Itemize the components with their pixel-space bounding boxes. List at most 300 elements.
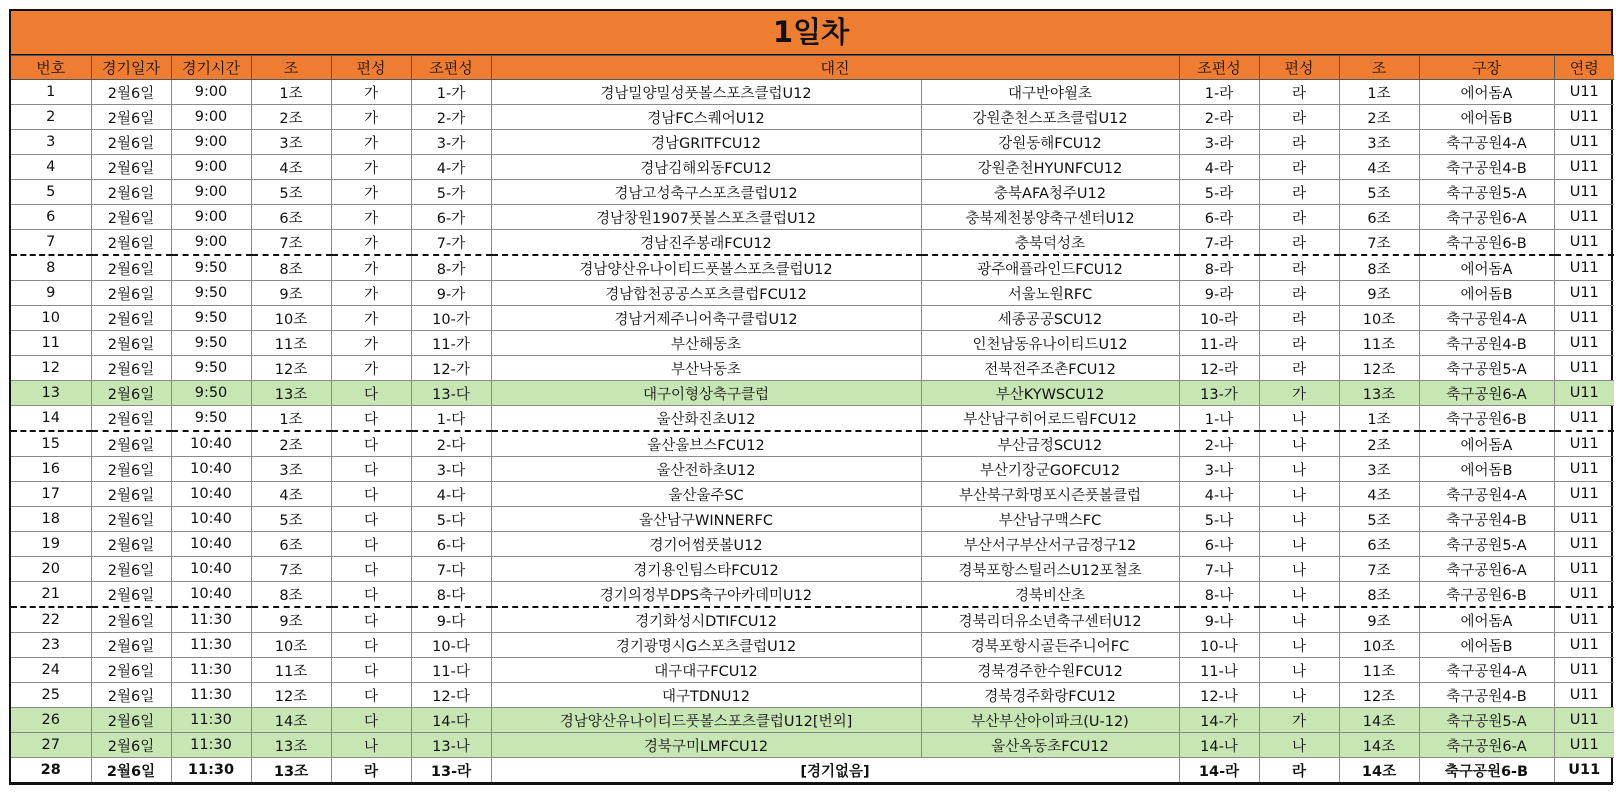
match-date-cell: 2월6일: [91, 306, 171, 331]
away-group-division-cell: 14-라: [1179, 758, 1259, 783]
venue-cell: 축구공원4-B: [1419, 155, 1554, 180]
age-group-cell: U11: [1554, 457, 1614, 482]
away-division-cell: 나: [1259, 733, 1339, 758]
group-cell: 1조: [251, 80, 331, 105]
group-cell: 7조: [251, 557, 331, 582]
away-group-cell: 14조: [1339, 708, 1419, 733]
match-time-cell: 9:00: [171, 80, 251, 105]
table-row: [11, 758, 1614, 783]
away-team-cell: 서울노원RFC: [921, 281, 1179, 306]
match-number-cell: 7: [11, 230, 91, 256]
away-group-cell: 5조: [1339, 507, 1419, 532]
division-cell: 가: [331, 331, 411, 356]
home-team-cell: 경남합천공공스포츠클럽FCU12: [491, 281, 921, 306]
away-group-division-cell: 2-나: [1179, 431, 1259, 457]
match-time-cell: 11:30: [171, 758, 251, 783]
match-date-cell: 2월6일: [91, 482, 171, 507]
away-division-cell: 라: [1259, 230, 1339, 256]
match-date-cell: 2월6일: [91, 356, 171, 381]
match-date-cell: 2월6일: [91, 733, 171, 758]
age-group-cell: U11: [1554, 633, 1614, 658]
match-date-cell: 2월6일: [91, 708, 171, 733]
away-division-cell: 나: [1259, 431, 1339, 457]
match-date-cell: 2월6일: [91, 331, 171, 356]
away-division-cell: 나: [1259, 532, 1339, 557]
venue-cell: 축구공원6-B: [1419, 582, 1554, 608]
group-cell: 10조: [251, 633, 331, 658]
match-date-cell: 2월6일: [91, 431, 171, 457]
match-time-cell: 10:40: [171, 582, 251, 608]
away-division-cell: 라: [1259, 180, 1339, 205]
group-cell: 14조: [251, 708, 331, 733]
match-number-cell: 16: [11, 457, 91, 482]
venue-cell: 에어돔A: [1419, 80, 1554, 105]
away-group-cell: 14조: [1339, 733, 1419, 758]
division-cell: 다: [331, 607, 411, 633]
group-division-cell: 12-가: [411, 356, 491, 381]
match-time-cell: 9:50: [171, 255, 251, 281]
venue-cell: 축구공원4-B: [1419, 683, 1554, 708]
match-date-cell: 2월6일: [91, 507, 171, 532]
venue-cell: 축구공원4-B: [1419, 507, 1554, 532]
venue-cell: 축구공원4-A: [1419, 658, 1554, 683]
group-division-cell: 10-다: [411, 633, 491, 658]
group-cell: 6조: [251, 205, 331, 230]
away-division-cell: 라: [1259, 331, 1339, 356]
group-division-cell: 4-다: [411, 482, 491, 507]
away-group-division-cell: 9-나: [1179, 607, 1259, 633]
away-division-cell: 가: [1259, 708, 1339, 733]
away-division-cell: 나: [1259, 633, 1339, 658]
group-division-cell: 7-다: [411, 557, 491, 582]
venue-cell: 축구공원6-B: [1419, 758, 1554, 783]
table-row: [11, 356, 1614, 381]
home-team-cell: 대구이형상축구클럽: [491, 381, 921, 406]
group-division-cell: 1-다: [411, 406, 491, 432]
venue-cell: 축구공원6-A: [1419, 205, 1554, 230]
age-group-cell: U11: [1554, 683, 1614, 708]
home-team-cell: 부산해동초: [491, 331, 921, 356]
away-group-cell: 8조: [1339, 255, 1419, 281]
match-date-cell: 2월6일: [91, 155, 171, 180]
group-cell: 3조: [251, 457, 331, 482]
header-time: 경기시간: [171, 56, 251, 80]
away-group-division-cell: 12-나: [1179, 683, 1259, 708]
age-group-cell: U11: [1554, 557, 1614, 582]
away-group-cell: 1조: [1339, 406, 1419, 432]
match-number-cell: 13: [11, 381, 91, 406]
match-number-cell: 19: [11, 532, 91, 557]
away-team-cell: 부산남구맥스FC: [921, 507, 1179, 532]
away-team-cell: 강원춘천HYUNFCU12: [921, 155, 1179, 180]
away-group-cell: 3조: [1339, 457, 1419, 482]
age-group-cell: U11: [1554, 80, 1614, 105]
venue-cell: 에어돔A: [1419, 431, 1554, 457]
venue-cell: 축구공원5-A: [1419, 180, 1554, 205]
group-cell: 13조: [251, 733, 331, 758]
table-row: [11, 306, 1614, 331]
away-division-cell: 나: [1259, 406, 1339, 432]
match-number-cell: 20: [11, 557, 91, 582]
venue-cell: 축구공원5-A: [1419, 532, 1554, 557]
division-cell: 다: [331, 658, 411, 683]
away-group-division-cell: 10-라: [1179, 306, 1259, 331]
group-cell: 1조: [251, 406, 331, 432]
match-time-cell: 9:00: [171, 230, 251, 256]
home-team-cell: 울산남구WINNERFC: [491, 507, 921, 532]
home-team-cell: 경기광명시G스포츠클럽U12: [491, 633, 921, 658]
away-team-cell: 경북포항스틸러스U12포철초: [921, 557, 1179, 582]
away-team-cell: 부산서구부산서구금정구12: [921, 532, 1179, 557]
venue-cell: 에어돔A: [1419, 255, 1554, 281]
home-team-cell: 대구TDNU12: [491, 683, 921, 708]
match-date-cell: 2월6일: [91, 633, 171, 658]
away-team-cell: 울산옥동초FCU12: [921, 733, 1179, 758]
division-cell: 가: [331, 180, 411, 205]
match-time-cell: 11:30: [171, 633, 251, 658]
group-division-cell: 5-가: [411, 180, 491, 205]
away-group-cell: 9조: [1339, 607, 1419, 633]
day-title: 1일차: [11, 11, 1611, 55]
away-team-cell: 전북전주조촌FCU12: [921, 356, 1179, 381]
table-row: [11, 130, 1614, 155]
away-team-cell: 경북경주한수원FCU12: [921, 658, 1179, 683]
match-number-cell: 23: [11, 633, 91, 658]
venue-cell: 축구공원6-A: [1419, 557, 1554, 582]
away-division-cell: 나: [1259, 507, 1339, 532]
group-division-cell: 13-다: [411, 381, 491, 406]
venue-cell: 에어돔A: [1419, 607, 1554, 633]
match-number-cell: 21: [11, 582, 91, 608]
away-group-division-cell: 11-라: [1179, 331, 1259, 356]
match-number-cell: 14: [11, 406, 91, 432]
match-time-cell: 10:40: [171, 457, 251, 482]
group-division-cell: 2-가: [411, 105, 491, 130]
match-time-cell: 10:40: [171, 482, 251, 507]
away-group-division-cell: 12-라: [1179, 356, 1259, 381]
division-cell: 다: [331, 482, 411, 507]
away-division-cell: 라: [1259, 281, 1339, 306]
away-team-cell: 충북덕성초: [921, 230, 1179, 256]
away-team-cell: 부산북구화명포시즌풋볼클럽: [921, 482, 1179, 507]
away-group-cell: 7조: [1339, 557, 1419, 582]
group-cell: 13조: [251, 758, 331, 783]
away-division-cell: 라: [1259, 255, 1339, 281]
match-number-cell: 11: [11, 331, 91, 356]
away-group-cell: 12조: [1339, 683, 1419, 708]
home-team-cell: 울산전하초U12: [491, 457, 921, 482]
table-row: [11, 80, 1614, 105]
group-cell: 5조: [251, 180, 331, 205]
venue-cell: 에어돔B: [1419, 633, 1554, 658]
away-division-cell: 라: [1259, 356, 1339, 381]
age-group-cell: U11: [1554, 255, 1614, 281]
away-group-division-cell: 9-라: [1179, 281, 1259, 306]
match-time-cell: 9:00: [171, 105, 251, 130]
away-group-cell: 10조: [1339, 306, 1419, 331]
age-group-cell: U11: [1554, 381, 1614, 406]
match-date-cell: 2월6일: [91, 683, 171, 708]
away-group-cell: 5조: [1339, 180, 1419, 205]
table-row: [11, 507, 1614, 532]
table-row: [11, 582, 1614, 608]
home-team-cell: 경기용인팀스타FCU12: [491, 557, 921, 582]
age-group-cell: U11: [1554, 331, 1614, 356]
away-team-cell: 부산KYWSCU12: [921, 381, 1179, 406]
away-group-cell: 1조: [1339, 80, 1419, 105]
home-team-cell: 경남밀양밀성풋볼스포츠클럽U12: [491, 80, 921, 105]
away-division-cell: 라: [1259, 758, 1339, 783]
away-team-cell: 부산기장군GOFCU12: [921, 457, 1179, 482]
away-group-cell: 10조: [1339, 633, 1419, 658]
venue-cell: 축구공원5-A: [1419, 708, 1554, 733]
group-division-cell: 10-가: [411, 306, 491, 331]
group-cell: 4조: [251, 155, 331, 180]
away-group-cell: 4조: [1339, 155, 1419, 180]
header-row: [11, 56, 1614, 80]
away-group-cell: 6조: [1339, 532, 1419, 557]
away-group-division-cell: 11-나: [1179, 658, 1259, 683]
home-team-cell: 부산낙동초: [491, 356, 921, 381]
group-division-cell: 3-가: [411, 130, 491, 155]
group-cell: 6조: [251, 532, 331, 557]
group-cell: 8조: [251, 582, 331, 608]
division-cell: 다: [331, 406, 411, 432]
away-team-cell: 부산부산아이파크(U-12): [921, 708, 1179, 733]
header-group-division: 조편성: [411, 56, 491, 80]
away-team-cell: 부산남구히어로드림FCU12: [921, 406, 1179, 432]
away-group-cell: 11조: [1339, 658, 1419, 683]
match-number-cell: 6: [11, 205, 91, 230]
away-division-cell: 나: [1259, 683, 1339, 708]
age-group-cell: U11: [1554, 582, 1614, 608]
match-time-cell: 9:00: [171, 155, 251, 180]
age-group-cell: U11: [1554, 532, 1614, 557]
group-cell: 7조: [251, 230, 331, 256]
header-age: 연령: [1554, 56, 1614, 80]
away-group-division-cell: 3-나: [1179, 457, 1259, 482]
division-cell: 가: [331, 155, 411, 180]
away-team-cell: 경북비산초: [921, 582, 1179, 608]
away-group-cell: 6조: [1339, 205, 1419, 230]
match-date-cell: 2월6일: [91, 80, 171, 105]
age-group-cell: U11: [1554, 758, 1614, 783]
away-group-division-cell: 8-나: [1179, 582, 1259, 608]
away-division-cell: 나: [1259, 582, 1339, 608]
division-cell: 다: [331, 532, 411, 557]
away-group-division-cell: 4-라: [1179, 155, 1259, 180]
away-division-cell: 가: [1259, 381, 1339, 406]
match-rows: [11, 80, 1614, 783]
table-row: [11, 557, 1614, 582]
home-team-cell: 경기의정부DPS축구아카데미U12: [491, 582, 921, 608]
away-team-cell: 강원춘천스포츠클럽U12: [921, 105, 1179, 130]
table-row: [11, 105, 1614, 130]
home-team-cell: 경남김해외동FCU12: [491, 155, 921, 180]
table-row: [11, 607, 1614, 633]
home-team-cell: 경남양산유나이티드풋볼스포츠클럽U12: [491, 255, 921, 281]
match-number-cell: 15: [11, 431, 91, 457]
table-row: [11, 708, 1614, 733]
away-team-cell: 경북경주화랑FCU12: [921, 683, 1179, 708]
away-division-cell: 나: [1259, 482, 1339, 507]
header-number: 번호: [11, 56, 91, 80]
away-group-division-cell: 3-라: [1179, 130, 1259, 155]
match-number-cell: 5: [11, 180, 91, 205]
home-team-cell: 경남GRITFCU12: [491, 130, 921, 155]
home-team-cell: 경기화성시DTIFCU12: [491, 607, 921, 633]
group-cell: 12조: [251, 683, 331, 708]
group-division-cell: 8-가: [411, 255, 491, 281]
table-row: [11, 255, 1614, 281]
away-group-division-cell: 4-나: [1179, 482, 1259, 507]
division-cell: 가: [331, 205, 411, 230]
venue-cell: 에어돔B: [1419, 457, 1554, 482]
group-division-cell: 6-가: [411, 205, 491, 230]
away-division-cell: 라: [1259, 80, 1339, 105]
match-date-cell: 2월6일: [91, 105, 171, 130]
division-cell: 가: [331, 105, 411, 130]
header-group: 조: [251, 56, 331, 80]
away-division-cell: 나: [1259, 607, 1339, 633]
match-time-cell: 9:50: [171, 281, 251, 306]
group-cell: 11조: [251, 658, 331, 683]
match-time-cell: 10:40: [171, 557, 251, 582]
venue-cell: 축구공원4-B: [1419, 331, 1554, 356]
division-cell: 가: [331, 356, 411, 381]
division-cell: 가: [331, 255, 411, 281]
group-division-cell: 11-가: [411, 331, 491, 356]
match-date-cell: 2월6일: [91, 758, 171, 783]
age-group-cell: U11: [1554, 607, 1614, 633]
division-cell: 가: [331, 281, 411, 306]
home-team-cell: 울산화진초U12: [491, 406, 921, 432]
venue-cell: 축구공원4-A: [1419, 306, 1554, 331]
away-group-division-cell: 1-나: [1179, 406, 1259, 432]
match-number-cell: 26: [11, 708, 91, 733]
group-cell: 9조: [251, 607, 331, 633]
home-team-cell: [경기없음]: [491, 758, 1179, 783]
group-division-cell: 6-다: [411, 532, 491, 557]
venue-cell: 축구공원6-A: [1419, 733, 1554, 758]
header-group-away: 조: [1339, 56, 1419, 80]
group-division-cell: 2-다: [411, 431, 491, 457]
match-date-cell: 2월6일: [91, 607, 171, 633]
table-row: [11, 381, 1614, 406]
division-cell: 다: [331, 381, 411, 406]
header-division: 편성: [331, 56, 411, 80]
away-group-cell: 8조: [1339, 582, 1419, 608]
group-cell: 9조: [251, 281, 331, 306]
table-row: [11, 406, 1614, 432]
match-time-cell: 11:30: [171, 733, 251, 758]
table-row: [11, 281, 1614, 306]
table-row: [11, 205, 1614, 230]
home-team-cell: 경북구미LMFCU12: [491, 733, 921, 758]
match-number-cell: 25: [11, 683, 91, 708]
match-number-cell: 4: [11, 155, 91, 180]
table-row: [11, 180, 1614, 205]
match-number-cell: 10: [11, 306, 91, 331]
match-time-cell: 10:40: [171, 532, 251, 557]
match-number-cell: 12: [11, 356, 91, 381]
match-date-cell: 2월6일: [91, 180, 171, 205]
group-cell: 12조: [251, 356, 331, 381]
age-group-cell: U11: [1554, 306, 1614, 331]
away-group-cell: 12조: [1339, 356, 1419, 381]
age-group-cell: U11: [1554, 507, 1614, 532]
table-row: [11, 658, 1614, 683]
away-group-division-cell: 5-라: [1179, 180, 1259, 205]
age-group-cell: U11: [1554, 708, 1614, 733]
home-team-cell: 경남창원1907풋볼스포츠클럽U12: [491, 205, 921, 230]
match-time-cell: 11:30: [171, 683, 251, 708]
division-cell: 가: [331, 80, 411, 105]
division-cell: 다: [331, 557, 411, 582]
match-time-cell: 9:50: [171, 356, 251, 381]
match-time-cell: 9:00: [171, 205, 251, 230]
match-number-cell: 8: [11, 255, 91, 281]
group-cell: 8조: [251, 255, 331, 281]
match-time-cell: 9:50: [171, 381, 251, 406]
venue-cell: 축구공원4-A: [1419, 482, 1554, 507]
match-number-cell: 17: [11, 482, 91, 507]
away-team-cell: 강원동해FCU12: [921, 130, 1179, 155]
table-row: [11, 633, 1614, 658]
match-date-cell: 2월6일: [91, 557, 171, 582]
away-division-cell: 나: [1259, 557, 1339, 582]
match-date-cell: 2월6일: [91, 130, 171, 155]
home-team-cell: 경기어썸풋볼U12: [491, 532, 921, 557]
venue-cell: 축구공원6-A: [1419, 381, 1554, 406]
away-group-division-cell: 7-라: [1179, 230, 1259, 256]
age-group-cell: U11: [1554, 155, 1614, 180]
away-group-division-cell: 13-가: [1179, 381, 1259, 406]
away-division-cell: 라: [1259, 130, 1339, 155]
away-division-cell: 라: [1259, 205, 1339, 230]
away-team-cell: 광주애플라인드FCU12: [921, 255, 1179, 281]
header-venue: 구장: [1419, 56, 1554, 80]
match-date-cell: 2월6일: [91, 230, 171, 256]
division-cell: 가: [331, 230, 411, 256]
match-number-cell: 28: [11, 758, 91, 783]
match-date-cell: 2월6일: [91, 658, 171, 683]
group-cell: 3조: [251, 130, 331, 155]
table-row: [11, 431, 1614, 457]
match-time-cell: 10:40: [171, 507, 251, 532]
match-time-cell: 9:50: [171, 306, 251, 331]
header-date: 경기일자: [91, 56, 171, 80]
home-team-cell: 경남양산유나이티드풋볼스포츠클럽U12[번외]: [491, 708, 921, 733]
away-group-division-cell: 7-나: [1179, 557, 1259, 582]
away-division-cell: 라: [1259, 155, 1339, 180]
group-division-cell: 7-가: [411, 230, 491, 256]
group-division-cell: 5-다: [411, 507, 491, 532]
away-group-cell: 9조: [1339, 281, 1419, 306]
away-group-division-cell: 14-나: [1179, 733, 1259, 758]
group-cell: 2조: [251, 105, 331, 130]
age-group-cell: U11: [1554, 658, 1614, 683]
age-group-cell: U11: [1554, 230, 1614, 256]
match-number-cell: 24: [11, 658, 91, 683]
group-cell: 2조: [251, 431, 331, 457]
away-group-division-cell: 5-나: [1179, 507, 1259, 532]
away-team-cell: 경북리더유소년축구센터U12: [921, 607, 1179, 633]
age-group-cell: U11: [1554, 105, 1614, 130]
table-row: [11, 457, 1614, 482]
table-row: [11, 230, 1614, 256]
away-group-division-cell: 2-라: [1179, 105, 1259, 130]
